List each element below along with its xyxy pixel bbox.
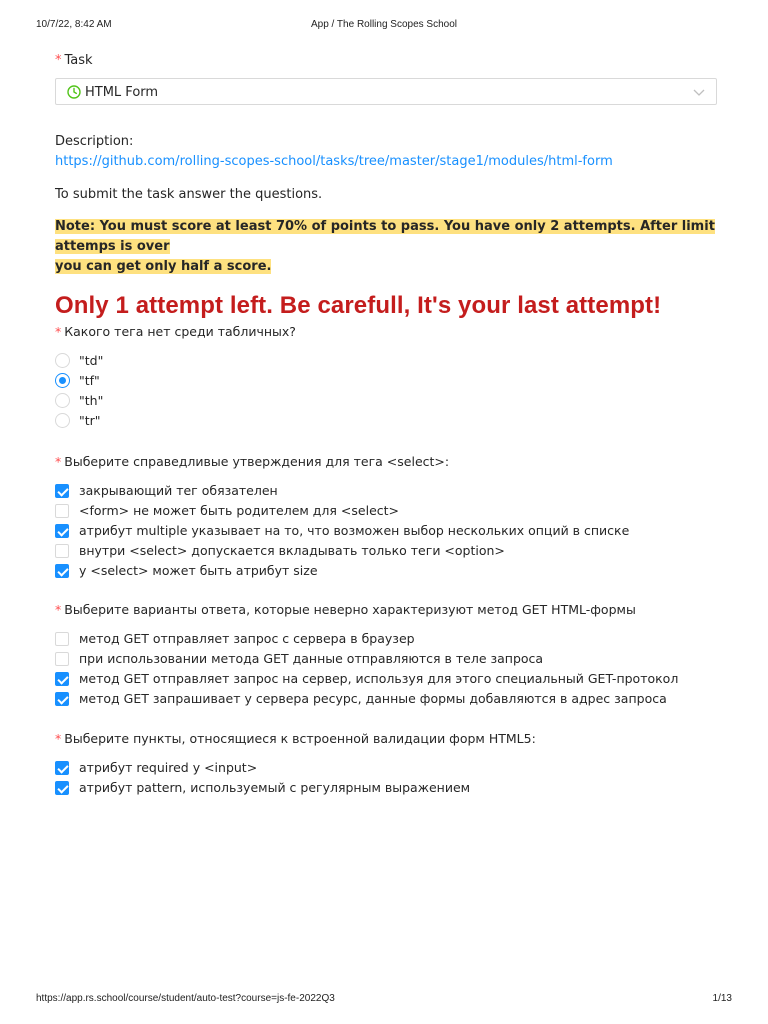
checkbox[interactable] [55, 672, 69, 686]
auto-test-form [55, 50, 717, 795]
question-title [55, 729, 717, 749]
checkbox[interactable] [55, 692, 69, 706]
checkbox[interactable] [55, 652, 69, 666]
checkbox-option[interactable] [55, 629, 717, 649]
option-label: атрибут required у <input> [79, 760, 258, 775]
question [55, 600, 717, 709]
checkbox[interactable] [55, 781, 69, 795]
required-asterisk: * [55, 324, 62, 339]
radio-option[interactable] [55, 351, 717, 371]
checkbox-option[interactable] [55, 481, 717, 501]
checkbox[interactable] [55, 504, 69, 518]
option-label: метод GET запрашивает у сервера ресурс, данные формы добавляются в адрес запроса [79, 691, 667, 706]
question-title-text: Какого тега нет среди табличных? [64, 324, 296, 339]
checkbox[interactable] [55, 524, 69, 538]
checkbox-option[interactable] [55, 521, 717, 541]
option-label: "tf" [79, 373, 100, 388]
checkbox-option[interactable] [55, 689, 717, 709]
checkbox-group [55, 481, 717, 581]
task-select[interactable] [55, 78, 717, 105]
option-label: закрывающий тег обязателен [79, 483, 278, 498]
question-title [55, 322, 717, 342]
required-asterisk: * [55, 53, 62, 68]
description-label: Description: [55, 134, 134, 149]
description-link[interactable]: https://github.com/rolling-scopes-school/tasks/tree/master/stage1/modules/html-form [55, 154, 613, 169]
question-title-text: Выберите варианты ответа, которые неверно характеризуют метод GET HTML-формы [64, 602, 636, 617]
option-label: <form> не может быть родителем для <select> [79, 503, 400, 518]
radio-button[interactable] [55, 373, 70, 388]
checkbox-option[interactable] [55, 541, 717, 561]
print-header [0, 19, 768, 33]
checkbox-option[interactable] [55, 669, 717, 689]
checkbox-option[interactable] [55, 758, 717, 778]
score-note [55, 217, 717, 277]
option-label: у <select> может быть атрибут size [79, 563, 318, 578]
question-title-text: Выберите пункты, относящиеся к встроенной валидации форм HTML5: [64, 731, 536, 746]
question-title-text: Выберите справедливые утверждения для тега <select>: [64, 454, 450, 469]
print-footer [0, 993, 768, 1007]
required-asterisk: * [55, 602, 62, 617]
task-select-value: HTML Form [85, 85, 159, 100]
radio-button[interactable] [55, 413, 70, 428]
print-page-number: 1/13 [712, 993, 732, 1004]
option-label: атрибут multiple указывает на то, что возможен выбор нескольких опций в списке [79, 523, 630, 538]
chevron-down-icon [693, 87, 705, 97]
option-label: атрибут pattern, используемый с регулярным выражением [79, 780, 471, 795]
question [55, 452, 717, 581]
checkbox[interactable] [55, 484, 69, 498]
checkbox-group [55, 758, 717, 798]
print-title: App / The Rolling Scopes School [310, 19, 457, 30]
checkbox[interactable] [55, 761, 69, 775]
radio-option[interactable] [55, 371, 717, 391]
question-title [55, 600, 717, 620]
print-datetime: 10/7/22, 8:42 AM [36, 19, 112, 30]
checkbox[interactable] [55, 564, 69, 578]
option-label: метод GET отправляет запрос на сервер, используя для этого специальный GET-протокол [79, 671, 679, 686]
print-url: https://app.rs.school/course/student/auto-test?course=js-fe-2022Q3 [36, 993, 335, 1004]
checkbox-group [55, 629, 717, 709]
submit-instructions: To submit the task answer the questions. [55, 187, 323, 202]
score-note-line1: Note: You must score at least 70% of points to pass. You have only 2 attempts. After limit attemps is over [55, 219, 715, 254]
attempts-warning: Only 1 attempt left. Be carefull, It's your last attempt! [55, 292, 662, 319]
option-label: "th" [79, 393, 104, 408]
question-title [55, 452, 717, 472]
option-label: метод GET отправляет запрос с сервера в браузер [79, 631, 415, 646]
checkbox-option[interactable] [55, 561, 717, 581]
question [55, 322, 717, 431]
checkbox-option[interactable] [55, 649, 717, 669]
checkbox-option[interactable] [55, 778, 717, 798]
checkbox-option[interactable] [55, 501, 717, 521]
option-label: "td" [79, 353, 104, 368]
option-label: при использовании метода GET данные отправляются в теле запроса [79, 651, 544, 666]
question [55, 729, 717, 798]
option-label: внутри <select> допускается вкладывать только теги <option> [79, 543, 505, 558]
task-label: * Task [55, 53, 93, 68]
option-label: "tr" [79, 413, 101, 428]
score-note-line2: you can get only half a score. [55, 259, 272, 274]
required-asterisk: * [55, 454, 62, 469]
clock-icon [67, 85, 81, 99]
radio-button[interactable] [55, 353, 70, 368]
required-asterisk: * [55, 731, 62, 746]
radio-group [55, 351, 717, 431]
radio-option[interactable] [55, 411, 717, 431]
checkbox[interactable] [55, 544, 69, 558]
checkbox[interactable] [55, 632, 69, 646]
radio-button[interactable] [55, 393, 70, 408]
radio-option[interactable] [55, 391, 717, 411]
